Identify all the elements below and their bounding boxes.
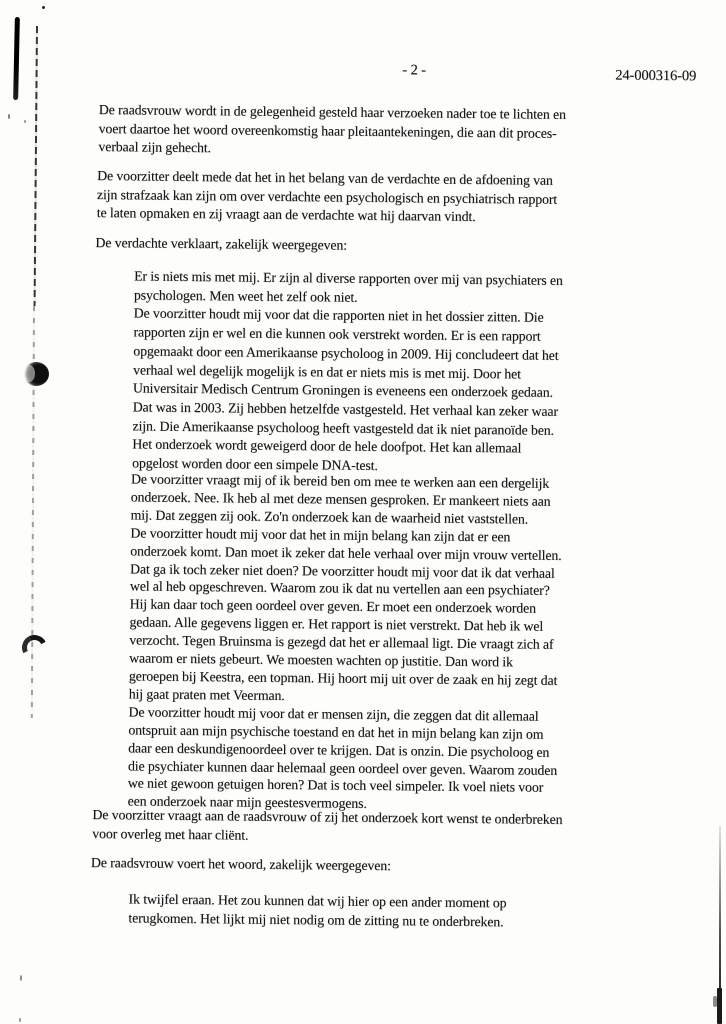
case-number: 24-000316-09 [615, 67, 697, 85]
right-edge-smudge [713, 996, 717, 1007]
verklaring-verdachte-deel2: De voorzitter vraagt mij of ik bereid ben om mee te werken aan een dergelijk onderzoek. Nee. Ik heb al met deze mensen gesproken. Er mankeert niets aan mij. Dat zeggen zij ook. Zo'n onderzoek kan de waarheid niet vaststellen. De voorzitter houdt mij voor dat het in mijn belang kan zijn dat er een onderzoek komt. Dan moet ik zeker dat hele verhaal over mijn vrouw vertellen. Dat ga ik toch zeker niet doen? De voorzitter houdt mij voor dat ik dat verhaal wel al heb opgeschreven. Waarom zou ik dat nu vertellen aan een psychiater? Hij kan daar toch geen oordeel over geven. Er moet een onderzoek worden gedaan. Alle gegevens liggen er. Het rapport is niet verstrekt. Dat heb ik wel verzocht. Tegen Bruinsma is gezegd dat het er allemaal ligt. Die vraagt zich af waarom er niets gebeurt. We moesten wachten op justitie. Dan word ik geroepen bij Keestra, een topman. Hij hoort mij uit over de zaak en hij zegt dat hij gaat praten met Veerman. De voorzitter houdt mij voor dat er mensen zijn, die zeggen dat dit allemaal ontspruit aan mijn psychische toestand en dat het in mijn belang kan zijn om daar een deskundigenoordeel over te krijgen. Dat is onzin. Die psycholoog en die psychiater kunnen daar helemaal geen oordeel over geven. Waarom zouden we niet gewoon getuigen horen? Dat is toch veel simpeler. Ik voel niets voor een onderzoek naar mijn geestesvermogens. [127, 471, 562, 812]
verklaring-raadsvrouw: Ik twijfel eraan. Het zou kunnen dat wij hier op een ander moment op terugkomen. Het lijkt mij niet nodig om de zitting nu te onderbreken. [128, 891, 507, 930]
paragraph-voorzitter-vraag-raadsvrouw: De voorzitter vraagt aan de raadsvrouw of zij het onderzoek kort wenst te onderbreken voor overleg met haar cliënt. [92, 807, 563, 843]
label-raadsvrouw-woord: De raadsvrouw voert het woord, zakelijk weergegeven: [90, 855, 391, 874]
scan-speck [42, 6, 45, 9]
scan-speck [8, 114, 10, 119]
punch-hole-artifact-upper [23, 362, 49, 386]
scan-speck [24, 120, 26, 123]
paragraph-voorzitter-mededeling: De voorzitter deelt mede dat het in het belang van de verdachte en de afdoening van zijn strafzaak kan zijn om over verdachte een psychologisch en psychiatrisch rapport te laten opmaken en zij vraagt aan de verdachte wat hij daarvan vindt. [96, 168, 558, 225]
scan-speck [19, 1018, 21, 1022]
punch-hole-highlight [24, 365, 35, 382]
paragraph-raadsvrouw-verzoeken: De raadsvrouw wordt in de gelegenheid gesteld haar verzoeken nader toe te lichten en voert daartoe het woord overeenkomstig haar pleitaantekeningen, die aan dit proces- verbaal zijn gehecht. [98, 102, 566, 156]
page-number: - 2 - [402, 62, 427, 79]
right-edge-scan-line-thick [717, 988, 722, 1024]
verklaring-verdachte-deel1: Er is niets mis met mij. Er zijn al diverse rapporten over mij van psychiaters en psychologen. Men weet het zelf ook niet. De voorzitter houdt mij voor dat die rapporten niet in het dossier zitten. Die rapporten zijn er wel en die kunnen ook verstrekt worden. Er is een rapport opgemaakt door een Amerikaanse psycholoog in 2009. Hij concludeert dat het verhaal wel degelijk mogelijk is en dat er niets mis is met mij. Door het Universitair Medisch Centrum Groningen is eveneens een onderzoek gedaan. Dat was in 2003. Zij hebben hetzelfde vastgesteld. Het verhaal kan zeker waar zijn. Die Amerikaanse psycholoog heeft vastgesteld dat ik niet paranoïde ben. Het onderzoek wordt geweigerd door de hele doofpot. Het kan allemaal opgelost worden door een simpele DNA-test. [132, 268, 563, 474]
scan-speck [20, 975, 22, 981]
label-verdachte-verklaart: De verdachte verklaart, zakelijk weergegeven: [95, 235, 348, 253]
